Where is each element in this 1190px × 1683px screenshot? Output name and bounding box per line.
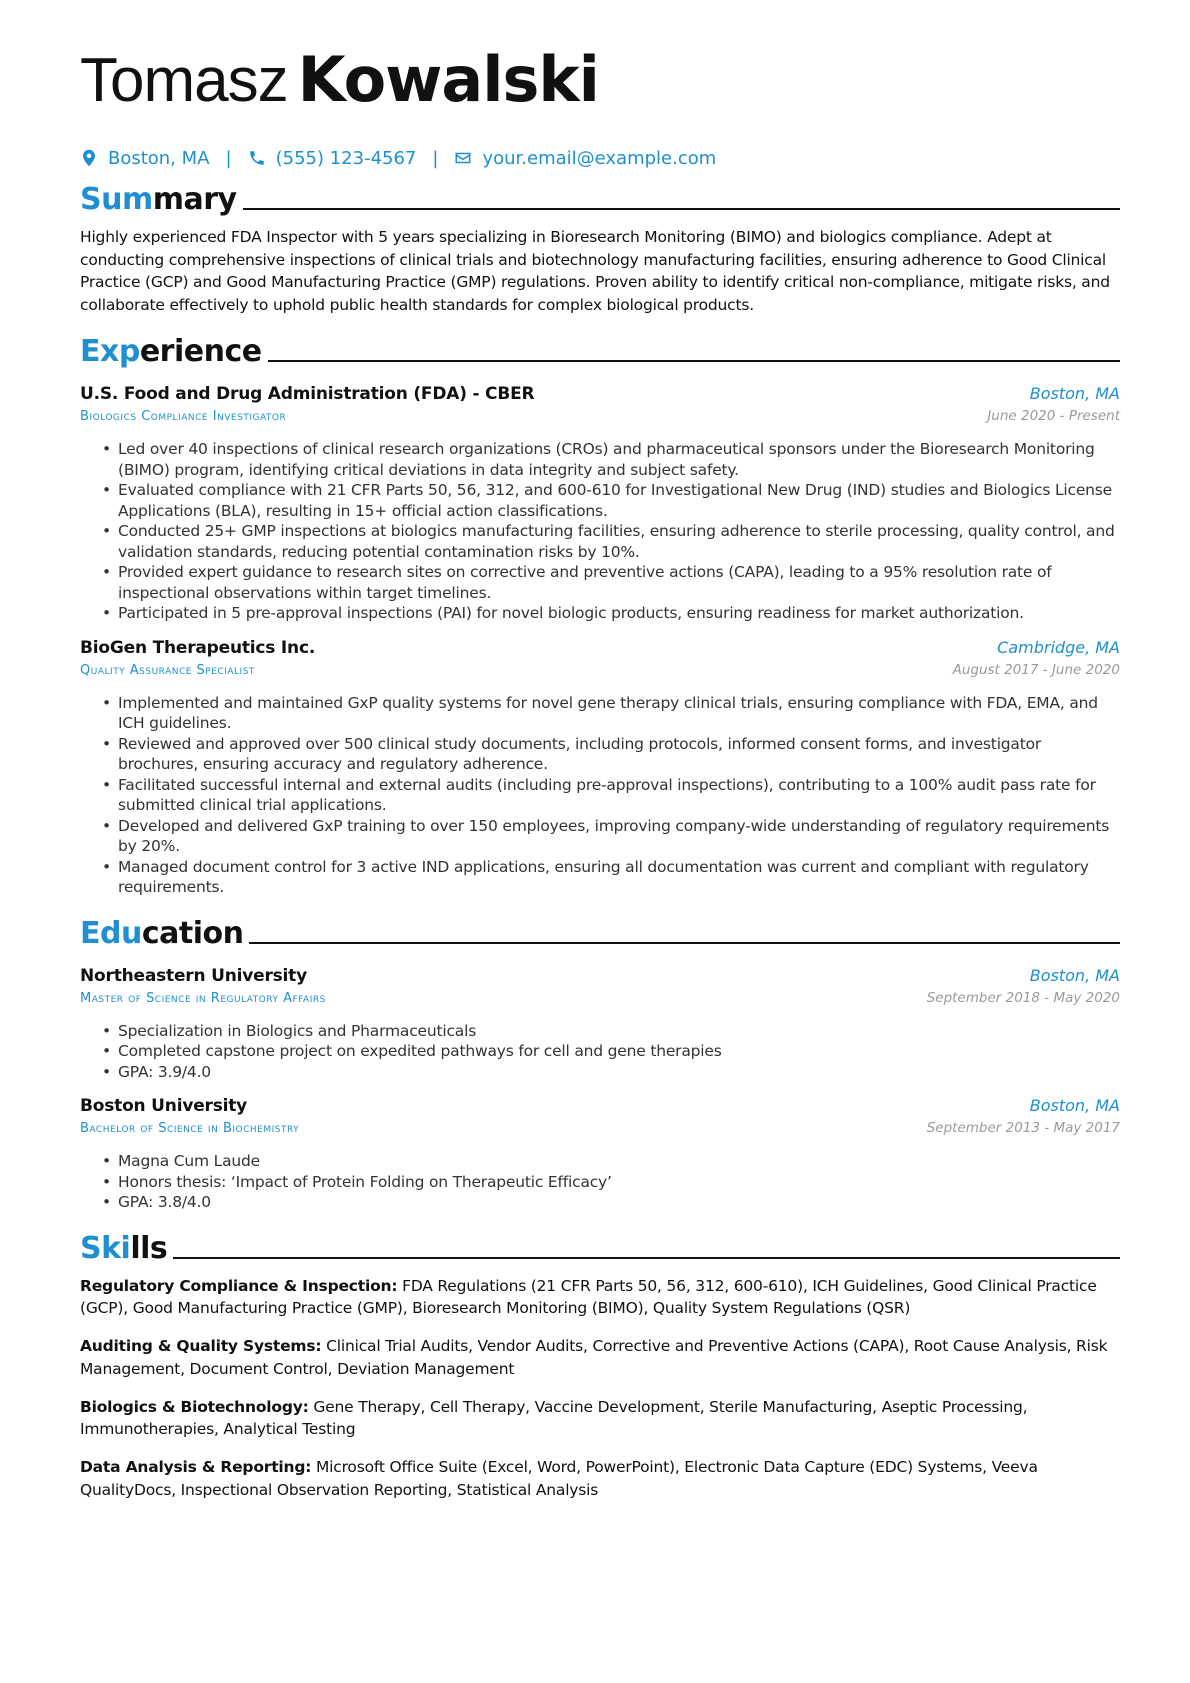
section-title-rest: erience [139,334,262,369]
bullet-item: • Evaluated compliance with 21 CFR Parts 50, 56, 312, and 600-610 for Investigational New Drug (IND) studies and Biologics License Applications (BLA), resulting in 15+ official action classifications. [118,480,1120,521]
bullet-item: • GPA: 3.9/4.0 [118,1062,1120,1083]
school-location: Boston, MA [1029,1096,1120,1115]
bullet-item: • Implemented and maintained GxP quality systems for novel gene therapy clinical trials, ensuring compliance with FDA, EMA, and ICH guidelines. [118,693,1120,734]
candidate-name [80,40,1120,122]
summary-heading [80,178,1120,218]
section-title-rest: cation [141,915,244,951]
skill-group-label: Data Analysis & Reporting: [80,1458,312,1476]
bullet-item: • Managed document control for 3 active IND applications, ensuring all documentation was current and compliant with regulatory requirements. [118,857,1120,898]
skill-group [80,1456,1120,1501]
email-text: your.email@example.com [482,147,717,169]
first-name: Tomasz [80,46,288,115]
employer-name: U.S. Food and Drug Administration (FDA) - CBER [80,384,535,404]
last-name: Kowalski [297,43,599,116]
section-title [80,916,243,952]
employer-location: Boston, MA [1029,384,1120,403]
degree-bullets [80,1021,1120,1083]
section-title-accent: Ski [80,1230,131,1266]
location-item [80,148,210,169]
school-location: Boston, MA [1029,965,1120,985]
job-dates: August 2017 - June 2020 [952,661,1120,678]
bullet-item: • Provided expert guidance to research sites on corrective and preventive actions (CAPA), leading to a 95% resolution rate of inspectional observations within target timelines. [118,562,1120,603]
location-text: Boston, MA [108,147,210,169]
skill-group [80,1275,1120,1320]
contact-line [80,144,1120,172]
contact-separator: | [225,147,232,169]
job-bullets [80,693,1120,898]
skill-group-text: Microsoft Office Suite (Excel, Word, PowerPoint), Electronic Data Capture (EDC) Systems, Veeva QualityDocs, Inspectional Observation Reporting, Statistical Analysis [80,1458,1038,1499]
bullet-item: • Reviewed and approved over 500 clinical study documents, including protocols, informed consent forms, and investigator brochures, ensuring accuracy and regulatory adherence. [118,734,1120,775]
section-title [80,182,237,218]
skill-group-label: Auditing & Quality Systems: [80,1337,322,1355]
job-title: Quality Assurance Specialist [80,662,255,678]
education-entry [80,1094,1120,1213]
employer-name: BioGen Therapeutics Inc. [80,637,316,658]
skill-group [80,1396,1120,1441]
bullet-item: • Magna Cum Laude [118,1151,1120,1172]
bullet-item: • GPA: 3.8/4.0 [118,1192,1120,1213]
phone-icon [248,149,266,167]
bullet-item: • Led over 40 inspections of clinical research organizations (CROs) and pharmaceutical sponsors under the Bioresearch Monitoring (BIMO) program, identifying critical deviations in data integrity and subject safety. [118,439,1120,480]
experience-entry [80,382,1120,624]
section-rule [243,208,1120,210]
job-dates: June 2020 - Present [987,408,1120,424]
section-title-accent: Sum [80,182,153,217]
email-item[interactable] [454,148,716,169]
section-rule [173,1257,1120,1259]
envelope-icon [454,149,472,167]
degree-dates: September 2018 - May 2020 [926,989,1120,1006]
phone-item[interactable] [248,148,417,169]
experience-heading [80,330,1120,370]
skill-group [80,1335,1120,1380]
section-rule [249,942,1120,944]
experience-entry [80,636,1120,898]
section-title-accent: Edu [80,915,142,951]
resume-page [80,40,1120,1517]
school-name: Boston University [80,1096,248,1116]
school-name: Northeastern University [80,965,307,986]
bullet-item: • Honors thesis: ‘Impact of Protein Folding on Therapeutic Efficacy’ [118,1172,1120,1193]
map-pin-icon [80,149,98,167]
skill-group-label: Regulatory Compliance & Inspection: [80,1276,398,1295]
section-title [80,334,262,370]
skill-group-text: Clinical Trial Audits, Vendor Audits, Corrective and Preventive Actions (CAPA), Root Cause Analysis, Risk Management, Document Control, Deviation Management [80,1337,1108,1378]
skill-group-text: FDA Regulations (21 CFR Parts 50, 56, 312, 600-610), ICH Guidelines, Good Clinical Practice (GCP), Good Manufacturing Practice (GMP), Bioresearch Monitoring (BIMO), Quality System Regulations (QSR) [80,1276,1097,1317]
bullet-item: • Specialization in Biologics and Pharmaceuticals [118,1021,1120,1042]
contact-separator: | [432,147,439,169]
bullet-item: • Completed capstone project on expedited pathways for cell and gene therapies [118,1041,1120,1062]
section-title-rest: lls [130,1230,168,1266]
summary-text: Highly experienced FDA Inspector with 5 years specializing in Bioresearch Monitoring (BIMO) and biologics compliance. Adept at conducting comprehensive inspections of clinical trials and biotechnology manufacturing facilities, ensuring adherence to Good Clinical Practice (GCP) and Good Manufacturing Practice (GMP) regulations. Proven ability to identify critical non-compliance, mitigate risks, and collaborate effectively to uphold public health standards for complex biological products. [80,228,1110,314]
section-rule [268,360,1120,362]
skills-heading [80,1227,1120,1267]
degree-bullets [80,1151,1120,1213]
education-entry [80,964,1120,1083]
phone-text: (555) 123-4567 [275,147,417,169]
section-title-accent: Exp [80,334,140,369]
job-bullets [80,439,1120,624]
section-title [80,1231,167,1267]
section-title-rest: mary [152,182,237,217]
bullet-item: • Developed and delivered GxP training to over 150 employees, improving company-wide understanding of regulatory requirements by 20%. [118,816,1120,857]
skill-group-text: Gene Therapy, Cell Therapy, Vaccine Development, Sterile Manufacturing, Aseptic Processing, Immunotherapies, Analytical Testing [80,1397,1028,1438]
job-title: Biologics Compliance Investigator [80,409,287,424]
degree-title: Master of Science in Regulatory Affairs [80,990,326,1006]
degree-title: Bachelor of Science in Biochemistry [80,1121,300,1136]
bullet-item: • Participated in 5 pre-approval inspections (PAI) for novel biologic products, ensuring readiness for market authorization. [118,603,1120,624]
employer-location: Cambridge, MA [997,637,1120,657]
bullet-item: • Conducted 25+ GMP inspections at biologics manufacturing facilities, ensuring adherence to sterile processing, quality control, and validation standards, reducing potential contamination risks by 10%. [118,521,1120,562]
bullet-item: • Facilitated successful internal and external audits (including pre-approval inspections), contributing to a 100% audit pass rate for submitted clinical trial applications. [118,775,1120,816]
skill-group-label: Biologics & Biotechnology: [80,1397,309,1416]
education-heading [80,912,1120,952]
degree-dates: September 2013 - May 2017 [926,1120,1120,1136]
